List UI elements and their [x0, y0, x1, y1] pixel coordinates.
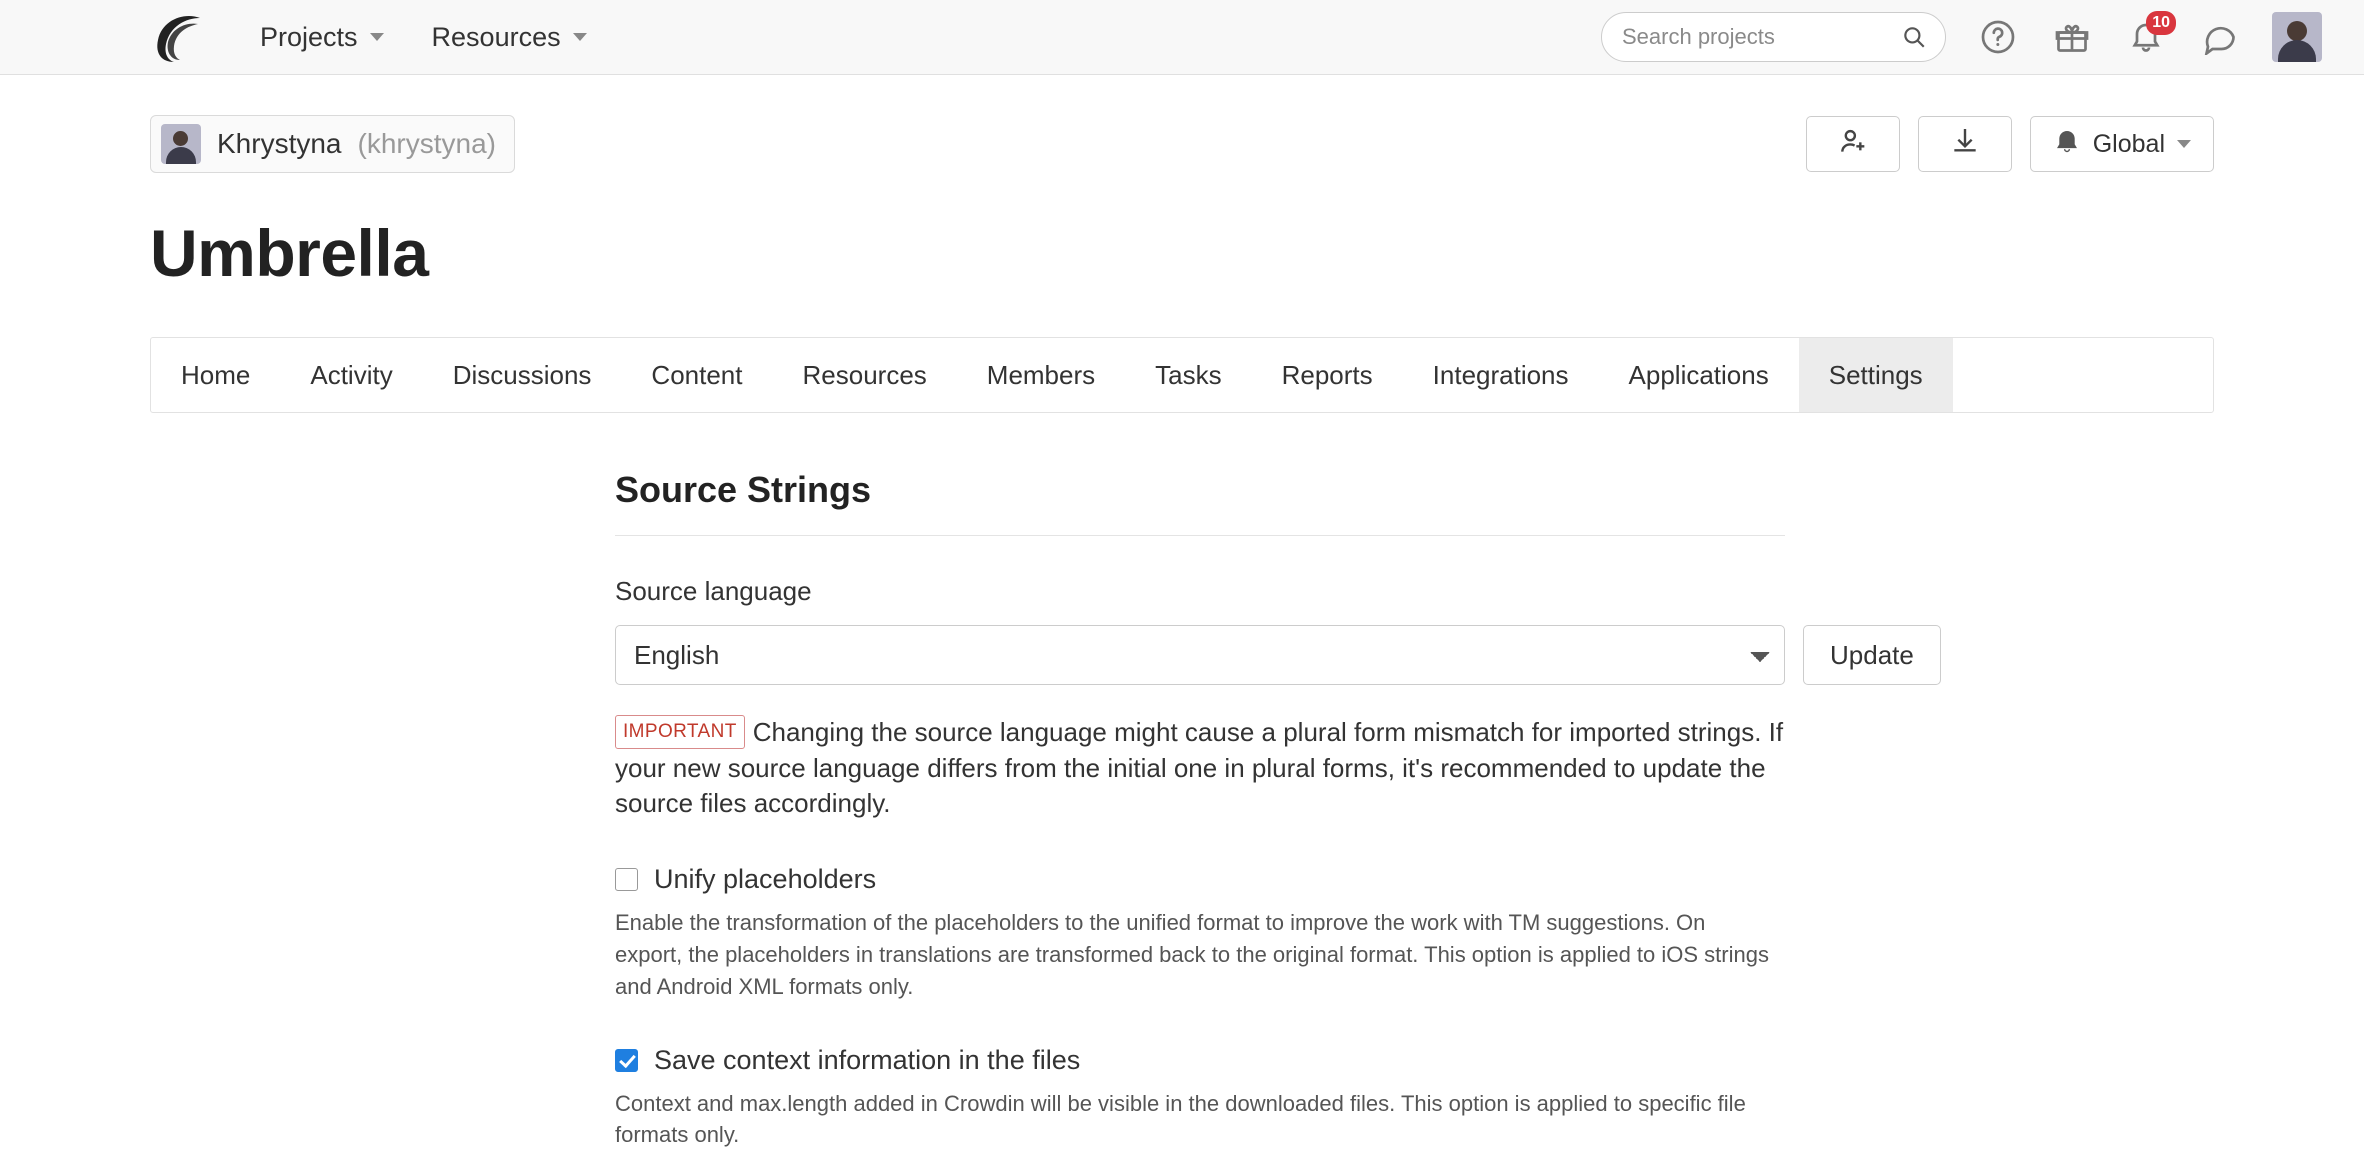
chevron-down-icon [370, 33, 384, 41]
save-context-information-help: Context and max.length added in Crowdin will be visible in the downloaded files. This option is applied to specific file formats only. [615, 1090, 1746, 1148]
page-title: Umbrella [150, 216, 429, 290]
chevron-down-icon [2177, 140, 2191, 148]
owner-avatar-head [173, 131, 188, 146]
tab-settings[interactable] [1799, 338, 1953, 412]
tab-settings-label: Settings [1828, 359, 1923, 390]
source-language-row [615, 625, 2214, 685]
source-language-select[interactable] [615, 625, 1785, 685]
unify-placeholders-checkbox[interactable] [615, 868, 638, 891]
main-nav [260, 22, 587, 53]
important-note-text: Changing the source language might cause a plural form mismatch for imported strings. If your new source language differs from the initial one in plural forms, it's recommended to update the source files accordingly. [615, 717, 1784, 819]
tab-content[interactable] [621, 338, 772, 412]
search-input[interactable] [1620, 23, 1901, 51]
avatar-body [2278, 40, 2316, 62]
tab-tasks-label: Tasks [1155, 359, 1222, 390]
settings-panel [150, 469, 2214, 1151]
save-context-information-row[interactable] [615, 1045, 2214, 1076]
notification-badge: 10 [2146, 11, 2176, 35]
header-actions [1806, 116, 2214, 172]
owner-handle: (khrystyna) [357, 128, 496, 159]
save-context-information-label: Save context information in the files [654, 1044, 1081, 1075]
tab-reports[interactable] [1252, 338, 1403, 412]
avatar-head [2287, 21, 2307, 41]
project-tabs [150, 337, 2214, 413]
owner-name: Khrystyna [217, 128, 342, 159]
avatar[interactable] [2272, 12, 2322, 62]
tab-applications[interactable] [1599, 338, 1799, 412]
topbar-right-group [1601, 12, 2322, 62]
tab-reports-label: Reports [1281, 359, 1373, 390]
bell-icon [2053, 127, 2081, 162]
nav-item-resources[interactable] [432, 22, 587, 53]
page-container [0, 115, 2364, 1151]
tab-discussions[interactable] [423, 338, 622, 412]
source-language-label: Source language [615, 576, 812, 606]
tab-content-label: Content [651, 359, 743, 390]
chat-icon[interactable] [2198, 15, 2242, 59]
status-badge: IMPORTANT [615, 715, 745, 749]
unify-placeholders-label: Unify placeholders [654, 863, 877, 894]
search-icon [1901, 24, 1927, 50]
owner-avatar [161, 124, 201, 164]
nav-item-projects-label: Projects [260, 21, 358, 52]
nav-item-projects[interactable] [260, 22, 384, 53]
add-user-icon [1837, 125, 1869, 164]
tab-integrations-label: Integrations [1432, 359, 1569, 390]
tab-integrations[interactable] [1403, 338, 1599, 412]
search-box[interactable] [1601, 12, 1946, 62]
crowdin-logo[interactable] [150, 10, 206, 64]
save-context-information-checkbox[interactable] [615, 1049, 638, 1072]
owner-row [150, 115, 2214, 173]
tab-members[interactable] [957, 338, 1125, 412]
tab-tasks[interactable] [1125, 338, 1251, 412]
update-button[interactable]: Update [1803, 625, 1941, 685]
owner-avatar-body [166, 147, 196, 164]
chevron-down-icon [573, 33, 587, 41]
unify-placeholders-help: Enable the transformation of the placeholders to the unified format to improve the work with TM suggestions. On export, the placeholders in translations are transformed back to the original format. This option is applied to iOS strings and Android XML formats only. [615, 909, 1769, 999]
tab-discussions-label: Discussions [452, 359, 592, 390]
section-title: Source Strings [615, 469, 872, 510]
bell-icon[interactable] [2124, 15, 2168, 59]
global-notifications-label: Global [2092, 129, 2165, 158]
important-note [615, 715, 1785, 822]
tab-activity-label: Activity [310, 359, 393, 390]
gift-icon[interactable] [2050, 15, 2094, 59]
tab-members-label: Members [986, 359, 1096, 390]
project-owner-chip[interactable] [150, 115, 515, 173]
help-icon[interactable] [1976, 15, 2020, 59]
top-navigation-bar [0, 0, 2364, 75]
global-notifications-button[interactable] [2030, 116, 2214, 172]
invite-member-button[interactable] [1806, 116, 1900, 172]
divider [615, 535, 1785, 536]
tab-applications-label: Applications [1628, 359, 1769, 390]
tab-resources-label: Resources [802, 359, 927, 390]
tab-home[interactable] [151, 338, 280, 412]
download-button[interactable] [1918, 116, 2012, 172]
nav-item-resources-label: Resources [431, 21, 561, 52]
unify-placeholders-row[interactable] [615, 864, 2214, 895]
tab-home-label: Home [181, 359, 251, 390]
tab-activity[interactable] [280, 338, 422, 412]
download-icon [1949, 125, 1981, 164]
tab-resources[interactable] [773, 338, 957, 412]
